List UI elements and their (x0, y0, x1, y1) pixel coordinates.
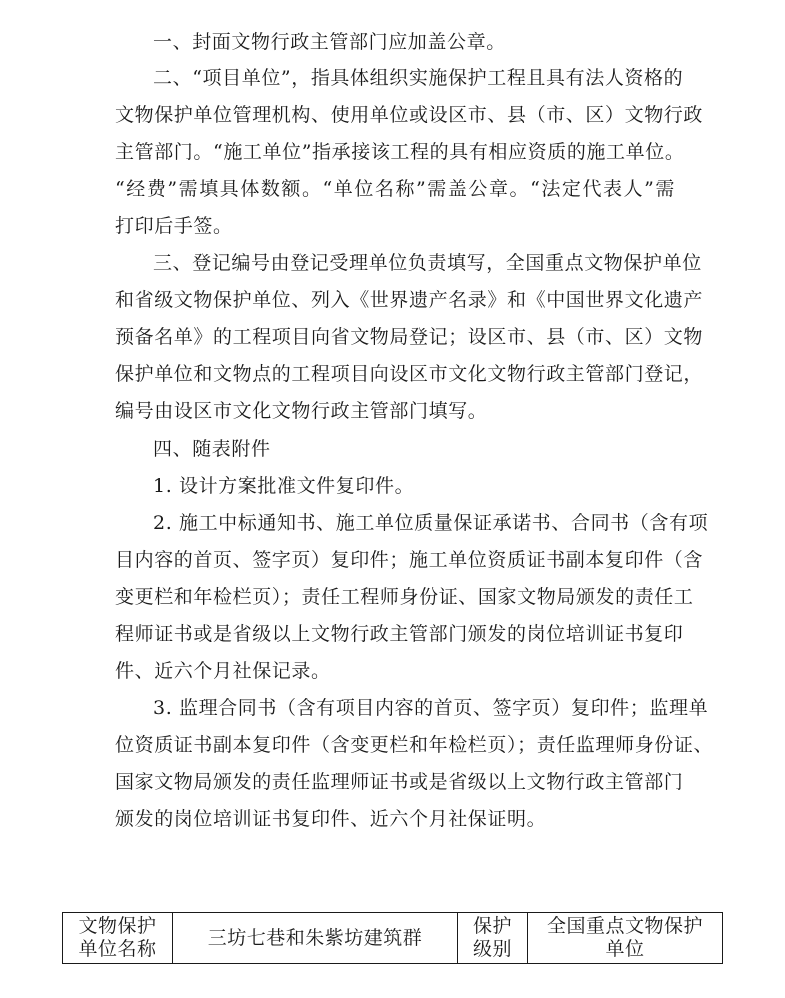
note-line: 主管部门。“施工单位”指承接该工程的具有相应资质的施工单位。 (115, 141, 685, 163)
unit-name-value-cell (173, 913, 458, 964)
protection-level-value: 单位 (605, 938, 645, 960)
note-line: 文物保护单位管理机构、使用单位或设区市、县（市、区）文物行政 (115, 104, 704, 126)
protection-level-label-cell (458, 913, 528, 964)
protection-level-value: 全国重点文物保护 (546, 915, 703, 937)
attachment-item: 3. 监理合同书（含有项目内容的首页、签字页）复印件；监理单 (153, 697, 709, 719)
attachment-line: 变更栏和年检栏页）；责任工程师身份证、国家文物局颁发的责任工 (115, 586, 694, 608)
info-table (62, 912, 723, 964)
protection-level-label: 级别 (472, 938, 512, 960)
unit-name-value: 三坊七巷和朱紫坊建筑群 (207, 926, 423, 949)
note-line: 预备名单》的工程项目向省文物局登记；设区市、县（市、区）文物 (115, 326, 704, 348)
protection-level-label: 保护 (472, 915, 512, 937)
section-heading: 四、随表附件 (153, 438, 271, 460)
unit-name-label: 文物保护 (78, 915, 157, 937)
table-row (63, 913, 723, 964)
attachment-item: 1. 设计方案批准文件复印件。 (153, 475, 415, 497)
attachment-line: 程师证书或是省级以上文物行政主管部门颁发的岗位培训证书复印 (115, 623, 684, 645)
attachment-line: 国家文物局颁发的责任监理师证书或是省级以上文物行政主管部门 (115, 771, 684, 793)
note-line: 三、登记编号由登记受理单位负责填写，全国重点文物保护单位 (153, 252, 702, 274)
protection-level-value-cell (528, 913, 723, 964)
attachment-line: 目内容的首页、签字页）复印件；施工单位资质证书副本复印件（含 (115, 549, 704, 571)
note-line: 二、“项目单位”，指具体组织实施保护工程且具有法人资格的 (153, 67, 684, 89)
note-line: 编号由设区市文化文物行政主管部门填写。 (115, 400, 488, 422)
attachment-line: 件、近六个月社保记录。 (115, 660, 331, 682)
note-line: 一、封面文物行政主管部门应加盖公章。 (153, 31, 506, 53)
attachment-line: 颁发的岗位培训证书复印件、近六个月社保证明。 (115, 808, 547, 830)
attachment-line: 位资质证书副本复印件（含变更栏和年检栏页）；责任监理师身份证、 (115, 734, 714, 756)
note-line: 和省级文物保护单位、列入《世界遗产名录》和《中国世界文化遗产 (115, 289, 704, 311)
note-line: “经费”需填具体数额。“单位名称”需盖公章。“法定代表人”需 (115, 178, 675, 200)
attachment-item: 2. 施工中标通知书、施工单位质量保证承诺书、合同书（含有项 (153, 512, 709, 534)
unit-name-label: 单位名称 (78, 938, 157, 960)
note-line: 打印后手签。 (115, 215, 233, 237)
unit-name-label-cell (63, 913, 173, 964)
note-line: 保护单位和文物点的工程项目向设区市文化文物行政主管部门登记， (115, 363, 704, 385)
